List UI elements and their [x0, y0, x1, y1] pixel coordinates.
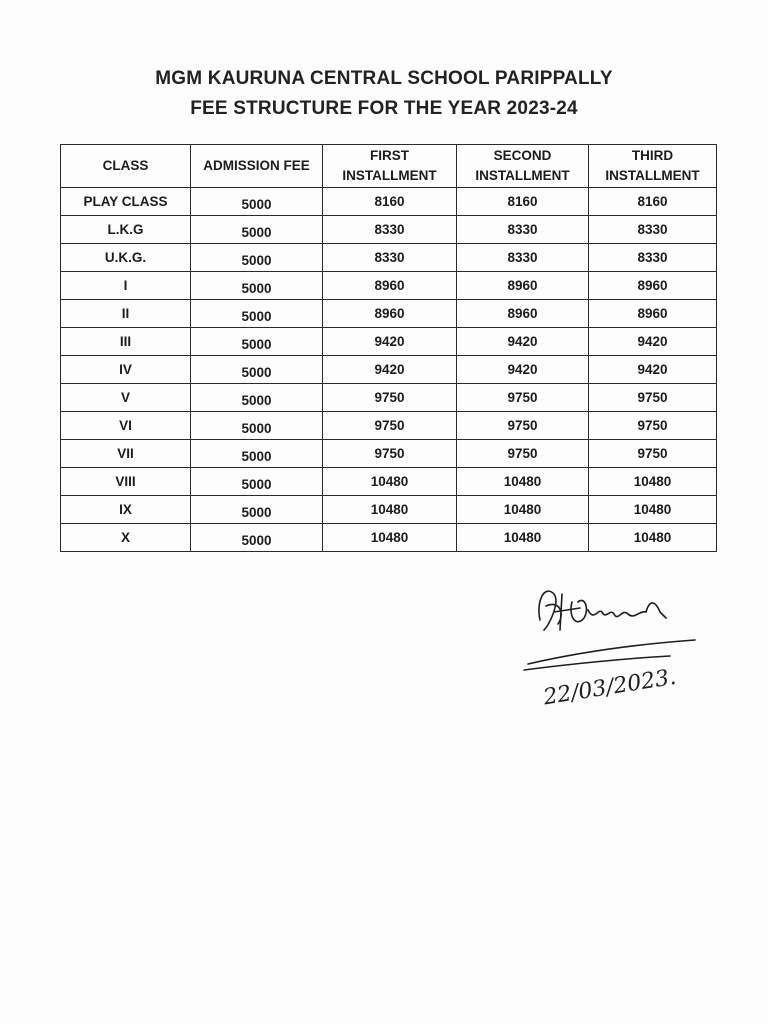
- first-installment-cell: 10480: [323, 524, 457, 552]
- column-header-admission-fee: ADMISSION FEE: [191, 145, 323, 188]
- first-installment-cell: 9750: [323, 384, 457, 412]
- admission-fee-cell: 5000: [191, 440, 323, 468]
- class-cell: IX: [61, 496, 191, 524]
- first-installment-cell: 8330: [323, 244, 457, 272]
- fee-table: [60, 144, 717, 552]
- table-row: [61, 188, 717, 216]
- class-cell: II: [61, 300, 191, 328]
- fee-table-body: [61, 188, 717, 552]
- header-row: [61, 145, 717, 188]
- table-row: [61, 244, 717, 272]
- admission-fee-cell: 5000: [191, 356, 323, 384]
- third-installment-cell: 10480: [589, 496, 717, 524]
- first-installment-cell: 9750: [323, 412, 457, 440]
- second-installment-cell: 9750: [457, 384, 589, 412]
- column-header-third-installment: THIRD INSTALLMENT: [589, 145, 717, 188]
- table-row: [61, 384, 717, 412]
- class-cell: VIII: [61, 468, 191, 496]
- first-installment-cell: 8960: [323, 272, 457, 300]
- second-installment-cell: 8960: [457, 300, 589, 328]
- second-installment-cell: 8330: [457, 216, 589, 244]
- first-installment-cell: 10480: [323, 468, 457, 496]
- class-cell: U.K.G.: [61, 244, 191, 272]
- third-installment-cell: 8960: [589, 300, 717, 328]
- second-installment-cell: 10480: [457, 524, 589, 552]
- second-installment-cell: 9750: [457, 440, 589, 468]
- class-cell: I: [61, 272, 191, 300]
- table-row: [61, 356, 717, 384]
- second-installment-cell: 8330: [457, 244, 589, 272]
- school-name-heading: MGM KAURUNA CENTRAL SCHOOL PARIPPALLY: [155, 68, 613, 89]
- admission-fee-cell: 5000: [191, 272, 323, 300]
- admission-fee-cell: 5000: [191, 188, 323, 216]
- third-installment-cell: 10480: [589, 524, 717, 552]
- fee-table-header: [61, 145, 717, 188]
- first-installment-cell: 9420: [323, 328, 457, 356]
- class-cell: III: [61, 328, 191, 356]
- third-installment-cell: 8960: [589, 272, 717, 300]
- principal-signature: [510, 572, 710, 712]
- class-cell: V: [61, 384, 191, 412]
- admission-fee-cell: 5000: [191, 524, 323, 552]
- second-installment-cell: 8960: [457, 272, 589, 300]
- third-installment-cell: 10480: [589, 468, 717, 496]
- first-installment-cell: 9420: [323, 356, 457, 384]
- table-row: [61, 524, 717, 552]
- third-installment-cell: 9420: [589, 356, 717, 384]
- second-installment-cell: 10480: [457, 468, 589, 496]
- column-header-second-installment: SECOND INSTALLMENT: [457, 145, 589, 188]
- table-row: [61, 496, 717, 524]
- table-row: [61, 328, 717, 356]
- class-cell: VII: [61, 440, 191, 468]
- first-installment-cell: 9750: [323, 440, 457, 468]
- third-installment-cell: 9750: [589, 440, 717, 468]
- admission-fee-cell: 5000: [191, 216, 323, 244]
- table-row: [61, 440, 717, 468]
- second-installment-cell: 9420: [457, 356, 589, 384]
- third-installment-cell: 8160: [589, 188, 717, 216]
- table-row: [61, 300, 717, 328]
- table-row: [61, 468, 717, 496]
- third-installment-cell: 9750: [589, 384, 717, 412]
- table-row: [61, 412, 717, 440]
- column-header-first-installment: FIRST INSTALLMENT: [323, 145, 457, 188]
- first-installment-cell: 8960: [323, 300, 457, 328]
- third-installment-cell: 8330: [589, 216, 717, 244]
- second-installment-cell: 10480: [457, 496, 589, 524]
- second-installment-cell: 8160: [457, 188, 589, 216]
- first-installment-cell: 10480: [323, 496, 457, 524]
- class-cell: VI: [61, 412, 191, 440]
- fee-structure-subtitle: FEE STRUCTURE FOR THE YEAR 2023-24: [190, 98, 578, 119]
- admission-fee-cell: 5000: [191, 384, 323, 412]
- admission-fee-cell: 5000: [191, 496, 323, 524]
- admission-fee-cell: 5000: [191, 412, 323, 440]
- third-installment-cell: 9750: [589, 412, 717, 440]
- signature-date: 22/03/2023.: [541, 664, 678, 711]
- admission-fee-cell: 5000: [191, 300, 323, 328]
- table-row: [61, 216, 717, 244]
- second-installment-cell: 9420: [457, 328, 589, 356]
- class-cell: IV: [61, 356, 191, 384]
- third-installment-cell: 9420: [589, 328, 717, 356]
- admission-fee-cell: 5000: [191, 328, 323, 356]
- admission-fee-cell: 5000: [191, 468, 323, 496]
- class-cell: PLAY CLASS: [61, 188, 191, 216]
- admission-fee-cell: 5000: [191, 244, 323, 272]
- first-installment-cell: 8330: [323, 216, 457, 244]
- second-installment-cell: 9750: [457, 412, 589, 440]
- class-cell: L.K.G: [61, 216, 191, 244]
- third-installment-cell: 8330: [589, 244, 717, 272]
- column-header-class: CLASS: [61, 145, 191, 188]
- table-row: [61, 272, 717, 300]
- class-cell: X: [61, 524, 191, 552]
- first-installment-cell: 8160: [323, 188, 457, 216]
